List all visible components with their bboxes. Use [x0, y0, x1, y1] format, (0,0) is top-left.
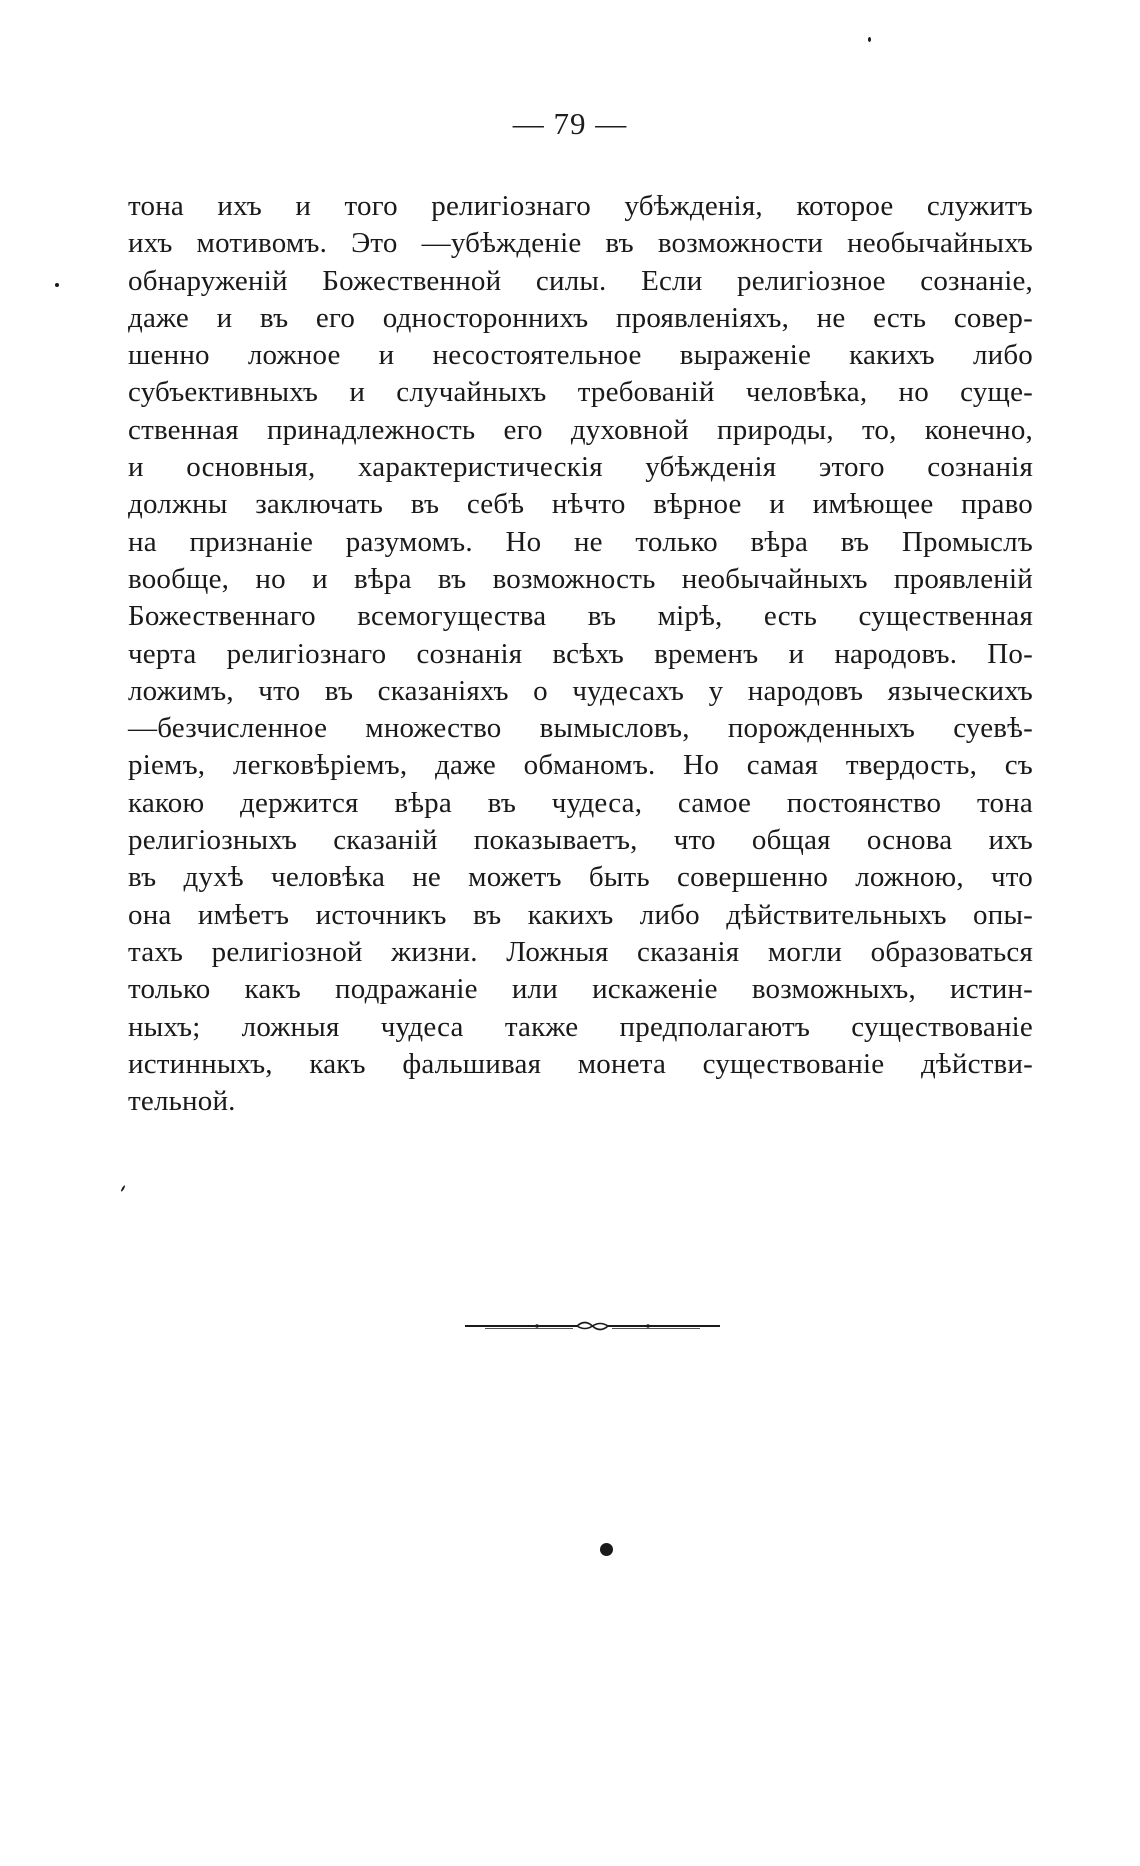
text-line: ныхъ; ложныя чудеса также предполагаютъ существованiе	[128, 1010, 1033, 1043]
text-line: ственная принадлежность его духовной природы, то, конечно,	[128, 413, 1033, 446]
text-line: въ духѣ человѣка не можетъ быть совершенно ложною, что	[128, 861, 1033, 894]
text-line: субъективныхъ и случайныхъ требованiй человѣка, но суще-	[128, 376, 1033, 409]
text-line: даже и въ его одностороннихъ проявленiяхъ, не есть совер-	[128, 301, 1033, 334]
section-divider-ornament	[465, 1318, 720, 1334]
text-line: шенно ложное и несостоятельное выраженiе какихъ либо	[128, 339, 1033, 372]
text-line: черта религiознаго сознанiя всѣхъ временъ и народовъ. По-	[128, 637, 1033, 670]
text-line: ихъ мотивомъ. Это —убѣжденiе въ возможности необычайныхъ	[128, 227, 1033, 260]
text-line: на признанiе разумомъ. Но не только вѣра въ Промыслъ	[128, 525, 1033, 558]
print-speck	[120, 1185, 125, 1192]
text-line: Божественнаго всемогущества въ мiрѣ, есть существенная	[128, 600, 1033, 633]
body-text	[128, 188, 1033, 1120]
text-line: тельной.	[128, 1085, 236, 1118]
text-line: истинныхъ, какъ фальшивая монета существованiе дѣйстви-	[128, 1047, 1033, 1080]
text-line: обнаруженiй Божественной силы. Если религiозное сознанiе,	[128, 264, 1033, 297]
text-line: тахъ религiозной жизни. Ложныя сказанiя могли образоваться	[128, 935, 1033, 968]
text-line: должны заключать въ себѣ нѣчто вѣрное и имѣющее право	[128, 488, 1033, 521]
text-line: ложимъ, что въ сказанiяхъ о чудесахъ у народовъ языческихъ	[128, 674, 1033, 707]
print-speck	[55, 283, 59, 287]
text-line: тона ихъ и того религiознаго убѣжденiя, которое служитъ	[128, 190, 1033, 222]
text-line: только какъ подражанiе или искаженiе возможныхъ, истин-	[128, 973, 1033, 1006]
text-line: какою держится вѣра въ чудеса, самое постоянство тона	[128, 786, 1033, 819]
print-speck	[868, 37, 871, 42]
text-line: рiемъ, легковѣрiемъ, даже обманомъ. Но самая твердость, съ	[128, 749, 1033, 782]
text-line: она имѣетъ источникъ въ какихъ либо дѣйствительныхъ опы-	[128, 898, 1033, 931]
text-line: —безчисленное множество вымысловъ, порожденныхъ суевѣ-	[128, 712, 1033, 745]
print-speck	[600, 1543, 613, 1556]
page-number: — 79 —	[512, 106, 628, 141]
text-line: вообще, но и вѣра въ возможность необычайныхъ проявленiй	[128, 562, 1033, 595]
text-line: религiозныхъ сказанiй показываетъ, что общая основа ихъ	[128, 824, 1033, 857]
text-line: и основныя, характеристическiя убѣжденiя этого сознанiя	[128, 451, 1033, 484]
